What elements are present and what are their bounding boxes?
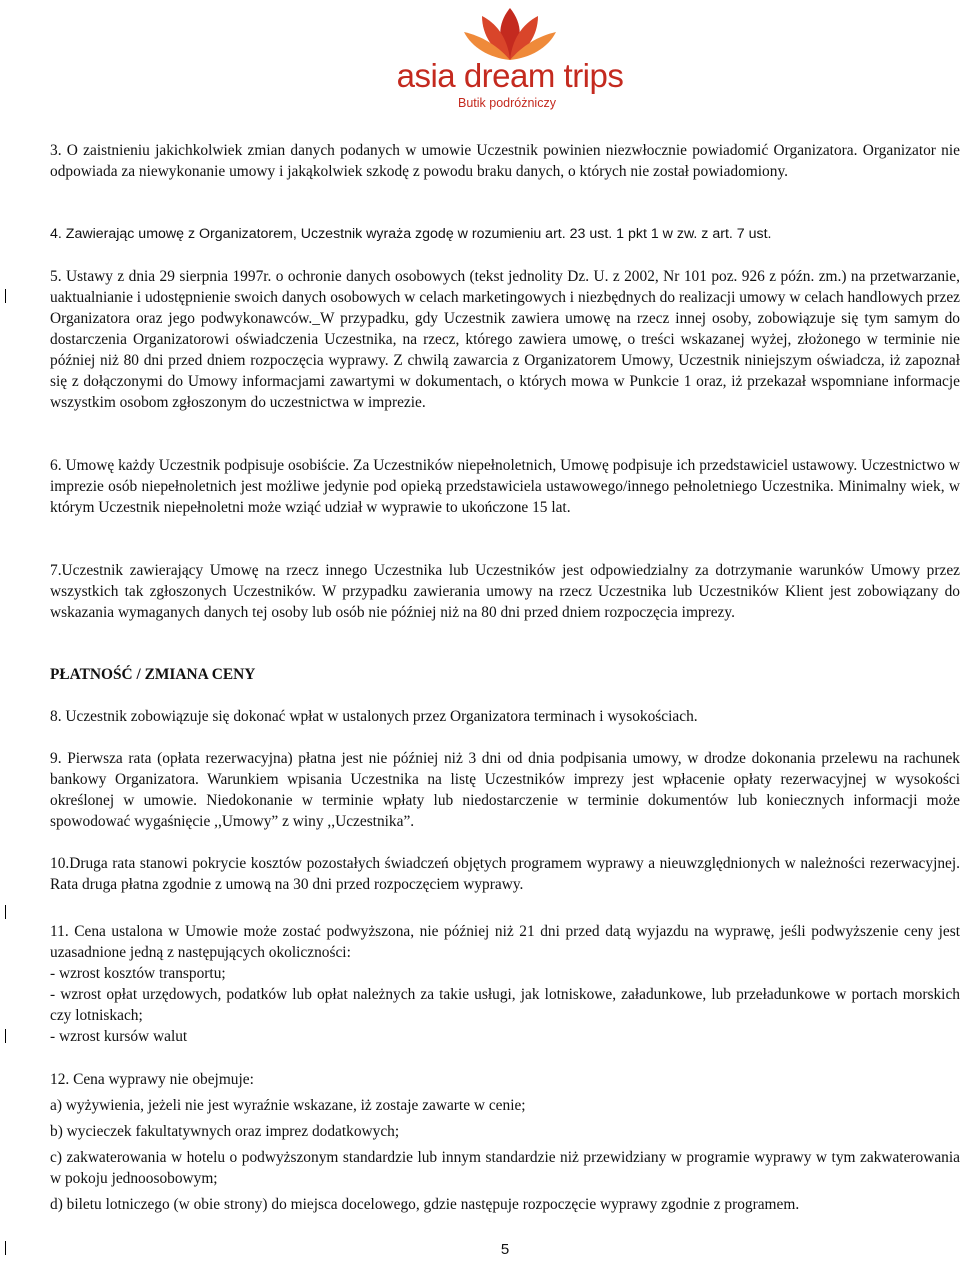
paragraph-text: 5. Ustawy z dnia 29 sierpnia 1997r. o ochronie danych osobowych (tekst jednolity Dz. U. z 2002, Nr 101 poz. 926 z późn. zm.) na przetwarzanie, uaktualnianie i udostępnienie swoich danych osobowych w celach marketingowych i niezbędnych do realizacji umowy w celach handlowych przez Organizatora oraz jego podwykonawców._W przypadku, gdy Uczestnik zawiera umowę na rzecz innej osoby, zobowiązuje się tym samym do dostarczenia Organizatorowi oświadczenia Uczestnika, na rzecz, którego zawiera umowę, o treści wskazanej wyżej, złożonego w terminie nie później niż 80 dni przed dniem rozpoczęcia wyprawy. Z chwilą zawarcia z Organizatorem Umowy, Uczestnik niniejszym oświadcza, iż zapoznał się z dołączonymi do Umowy informacjami zawartymi w dokumentach, o których mowa w Punkcie 1 oraz, iż przekazał wspomniane informacje wszystkim osobom zgłoszonym do uczestnictwa w imprezie. [50, 268, 960, 411]
paragraph-9 [50, 748, 960, 832]
section-heading [50, 664, 960, 685]
list-item: - wzrost kursów walut [50, 1028, 188, 1045]
page-number: 5 [500, 1241, 510, 1258]
margin-mark [5, 905, 6, 919]
paragraph-4 [50, 224, 960, 245]
paragraph-5 [50, 266, 960, 413]
lotus-icon [460, 6, 560, 64]
list-item-a [50, 1095, 960, 1116]
paragraph-text: 10.Druga rata stanowi pokrycie kosztów pozostałych świadczeń objętych programem wyprawy a nieuwzględnionych w należności rezerwacyjnej. Rata druga płatna zgodnie z umową na 30 dni przed rozpoczęciem wyprawy. [50, 855, 960, 893]
paragraph-text: 8. Uczestnik zobowiązuje się dokonać wpłat w ustalonych przez Organizatora terminach i wysokościach. [50, 708, 698, 725]
paragraph-7 [50, 560, 960, 623]
list-item: - wzrost kosztów transportu; [50, 965, 226, 982]
paragraph-6 [50, 455, 960, 518]
paragraph-text: 11. Cena ustalona w Umowie może zostać podwyższona, nie później niż 21 dni przed datą wyjazdu na wyprawę, jeśli podwyższenie ceny jest uzasadnione jedną z następujących okoliczności: [50, 923, 960, 961]
list-item: b) wycieczek fakultatywnych oraz imprez dodatkowych; [50, 1123, 400, 1140]
list-item: - wzrost opłat urzędowych, podatków lub opłat należnych za takie usługi, jak lotniskowe, załadunkowe, lub przeładunkowe w portach morskich czy lotniskach; [50, 986, 960, 1024]
brand-tagline: Butik podróżniczy [458, 96, 556, 110]
list-item: a) wyżywienia, jeżeli nie jest wyraźnie wskazane, iż zostaje zawarte w cenie; [50, 1097, 526, 1114]
paragraph-text: 7.Uczestnik zawierający Umowę na rzecz innego Uczestnika lub Uczestników jest odpowiedzialny za dotrzymanie warunków Umowy przez wszystkich tak zgłoszonych Uczestników. W przypadku zawierania umowy na rzecz Uczestnika lub Uczestników Klient jest zobowiązany do wskazania wymaganych danych tej osoby lub osób nie później niż na 80 dni przed dniem rozpoczęcia imprezy. [50, 562, 960, 621]
paragraph-3 [50, 140, 960, 182]
paragraph-8 [50, 706, 960, 727]
paragraph-text: 6. Umowę każdy Uczestnik podpisuje osobiście. Za Uczestników niepełnoletnich, Umowę podpisuje ich przedstawiciel ustawowy. Uczestnictwo w imprezie osób niepełnoletnich jest możliwe jedynie pod opieką przedstawiciela ustawowego/innego pełnoletniego Uczestnika. Minimalny wiek, w którym Uczestnik niepełnoletni może wziąć udział w wyprawie to ukończone 15 lat. [50, 457, 960, 516]
list-item-d [50, 1194, 960, 1215]
margin-mark [5, 1029, 6, 1043]
paragraph-10 [50, 853, 960, 895]
paragraph-text: 9. Pierwsza rata (opłata rezerwacyjna) płatna jest nie później niż 3 dni od dnia podpisania umowy, w drodze dokonania przelewu na rachunek bankowy Organizatora. Warunkiem wpisania Uczestnika na listę Uczestników imprezy jest wpłacenie opłaty rezerwacyjnej w wysokości określonej w umowie. Niedokonanie w terminie wpłaty lub niedostarczenie w terminie dokumentów lub koniecznych informacji może spowodować wygaśnięcie ,,Umowy” z winy ,,Uczestnika”. [50, 750, 960, 830]
paragraph-12 [50, 1069, 960, 1090]
list-item-c [50, 1147, 960, 1189]
list-item-b [50, 1121, 960, 1142]
margin-mark [5, 289, 6, 303]
list-item: d) biletu lotniczego (w obie strony) do miejsca docelowego, gdzie następuje rozpoczęcie wyprawy zgodnie z programem. [50, 1196, 800, 1213]
brand-logo [380, 6, 640, 110]
brand-name: asia dream trips [396, 57, 624, 94]
paragraph-text: 12. Cena wyprawy nie obejmuje: [50, 1071, 254, 1088]
paragraph-text: 4. Zawierając umowę z Organizatorem, Uczestnik wyraża zgodę w rozumieniu art. 23 ust. 1 pkt 1 w zw. z art. 7 ust. [50, 226, 772, 242]
heading-text: PŁATNOŚĆ / ZMIANA CENY [50, 666, 256, 683]
paragraph-text: 3. O zaistnieniu jakichkolwiek zmian danych podanych w umowie Uczestnik powinien niezwłocznie powiadomić Organizatora. Organizator nie odpowiada za niewykonanie umowy i jakąkolwiek szkodę z powodu braku danych, o których nie został powiadomiony. [50, 142, 960, 180]
list-item: c) zakwaterowania w hotelu o podwyższonym standardzie lub innym standardzie niż przewidziany w programie wyprawy w tym zakwaterowania w pokoju jednoosobowym; [50, 1149, 960, 1187]
paragraph-11 [50, 921, 960, 1047]
